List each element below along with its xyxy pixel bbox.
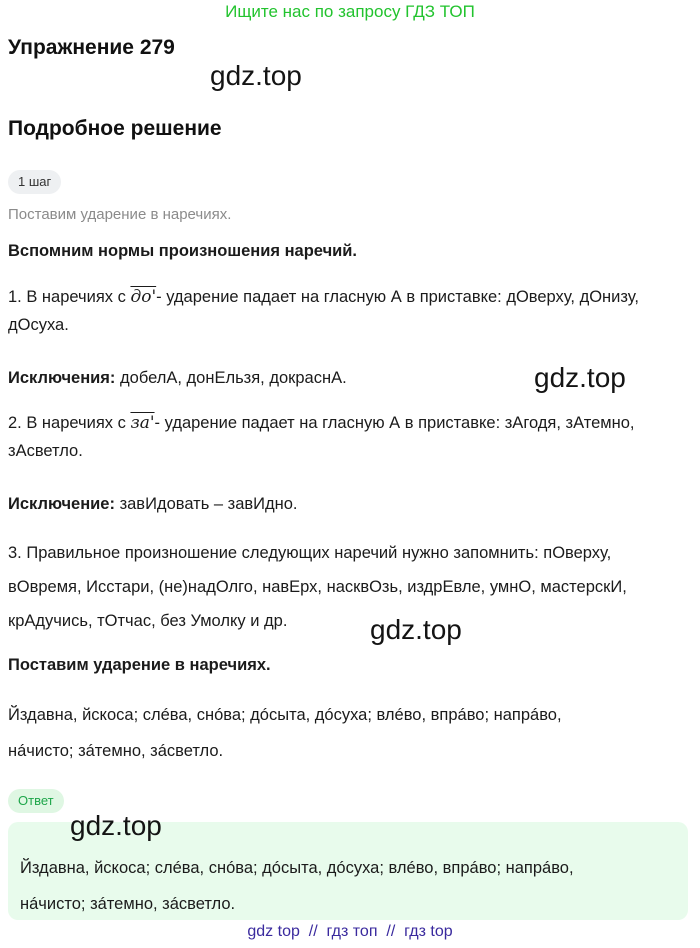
rule-1 <box>8 283 692 339</box>
solution-heading: Подробное решение <box>8 117 222 140</box>
rule-2-morpheme: за' <box>130 413 155 433</box>
watermark: gdz.top <box>210 60 302 91</box>
rule-3-line-2: вОвремя, Исстари, (не)надОлго, навЕрх, насквОзь, издрЕвле, умнО, мастерскИ, <box>8 578 627 596</box>
rule-1-text: - ударение падает на гласную А в приставке: дОверху, дОнизу, <box>156 288 639 306</box>
answer-line-2: нáчисто; зáтемно, зáсветло. <box>20 895 236 913</box>
rule-2-prefix: 2. В наречиях с <box>8 414 131 432</box>
rule-3 <box>8 536 692 638</box>
answer-text <box>20 850 680 922</box>
rule-1-text-cont: дОсуха. <box>8 316 69 334</box>
exceptions-2-text: завИдовать – завИдно. <box>114 495 298 513</box>
exceptions-2-label: Исключение: <box>8 495 115 513</box>
step-hint: Поставим ударение в наречиях. <box>8 206 232 223</box>
rule-2 <box>8 409 692 465</box>
rule-3-line-1: 3. Правильное произношение следующих наречий нужно запомнить: пОверху, <box>8 544 612 562</box>
step-badge: 1 шаг <box>8 170 61 194</box>
page-title: Упражнение 279 <box>8 36 175 59</box>
watermark: gdz.top <box>70 810 162 841</box>
exceptions-2 <box>8 490 692 518</box>
rule-3-line-3: крАдучись, тОтчас, без Умолку и др. <box>8 612 288 630</box>
result-line-2: нáчисто; зáтемно, зáсветло. <box>8 742 224 760</box>
watermark: gdz.top <box>534 362 626 393</box>
exceptions-1-text: добелА, донЕльзя, докраснА. <box>115 369 347 387</box>
task-heading: Поставим ударение в наречиях. <box>8 656 271 674</box>
rule-1-prefix: 1. В наречиях с <box>8 288 131 306</box>
rule-2-text: - ударение падает на гласную А в приставке: зАгодя, зАтемно, <box>154 414 635 432</box>
footer-links[interactable]: gdz top // гдз топ // гдз top <box>247 923 453 940</box>
rule-1-morpheme: до' <box>130 287 157 307</box>
exceptions-1-label: Исключения: <box>8 369 116 387</box>
answer-badge: Ответ <box>8 789 64 813</box>
answer-line-1: Йздавна, йскоса; слéва, снóва; дóсыта, дóсуха; влéво, впрáво; напрáво, <box>20 859 574 877</box>
watermark: gdz.top <box>370 614 462 645</box>
rules-heading: Вспомним нормы произношения наречий. <box>8 242 358 260</box>
result-text <box>8 697 692 769</box>
result-line-1: Йздавна, йскоса; слéва, снóва; дóсыта, дóсуха; влéво, впрáво; напрáво, <box>8 706 562 724</box>
search-banner: Ищите нас по запросу ГДЗ ТОП <box>225 2 475 21</box>
rule-2-text-cont: зАсветло. <box>8 442 83 460</box>
